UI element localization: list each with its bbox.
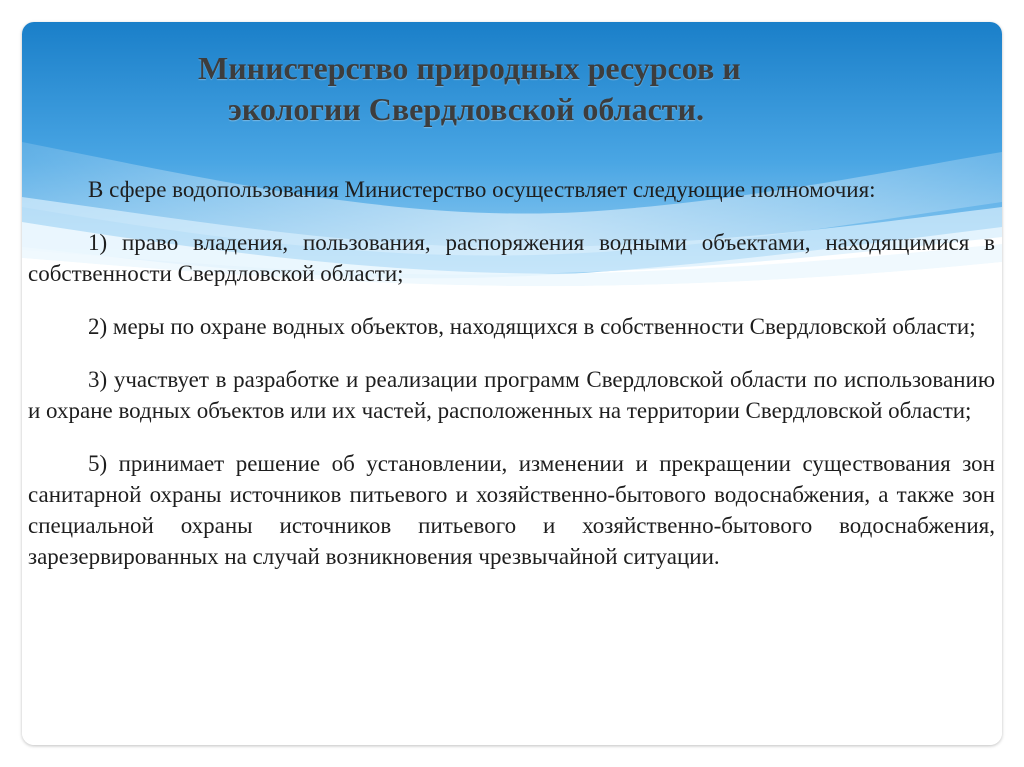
paragraph-item-2: 2) меры по охране водных объектов, находящихся в собственности Свердловской области; bbox=[88, 314, 976, 339]
paragraph-item-1: 1) право владения, пользования, распоряжения водными объектами, находящимися в собственности Свердловской области; bbox=[28, 230, 995, 286]
title-line-1: Министерство природных ресурсов и bbox=[198, 50, 741, 86]
slide-title bbox=[198, 48, 918, 130]
slide bbox=[22, 22, 1002, 745]
title-line-2: экологии Свердловской области. bbox=[228, 91, 704, 127]
paragraph-item-3: 3) участвует в разработке и реализации программ Свердловской области по использованию и охране водных объектов или их частей, расположенных на территории Свердловской области; bbox=[28, 367, 995, 423]
paragraph-intro: В сфере водопользования Министерство осуществляет следующие полномочия: bbox=[88, 177, 876, 202]
paragraph-item-5: 5) принимает решение об установлении, изменении и прекращении существования зон санитарной охраны источников питьевого и хозяйственно-бытового водоснабжения, а также зон специальной охраны источников питьевого и хозяйственно-бытового водоснабжения, зарезервированных на случай возникновения чрезвычайной ситуации. bbox=[28, 451, 995, 569]
slide-body bbox=[28, 174, 995, 594]
